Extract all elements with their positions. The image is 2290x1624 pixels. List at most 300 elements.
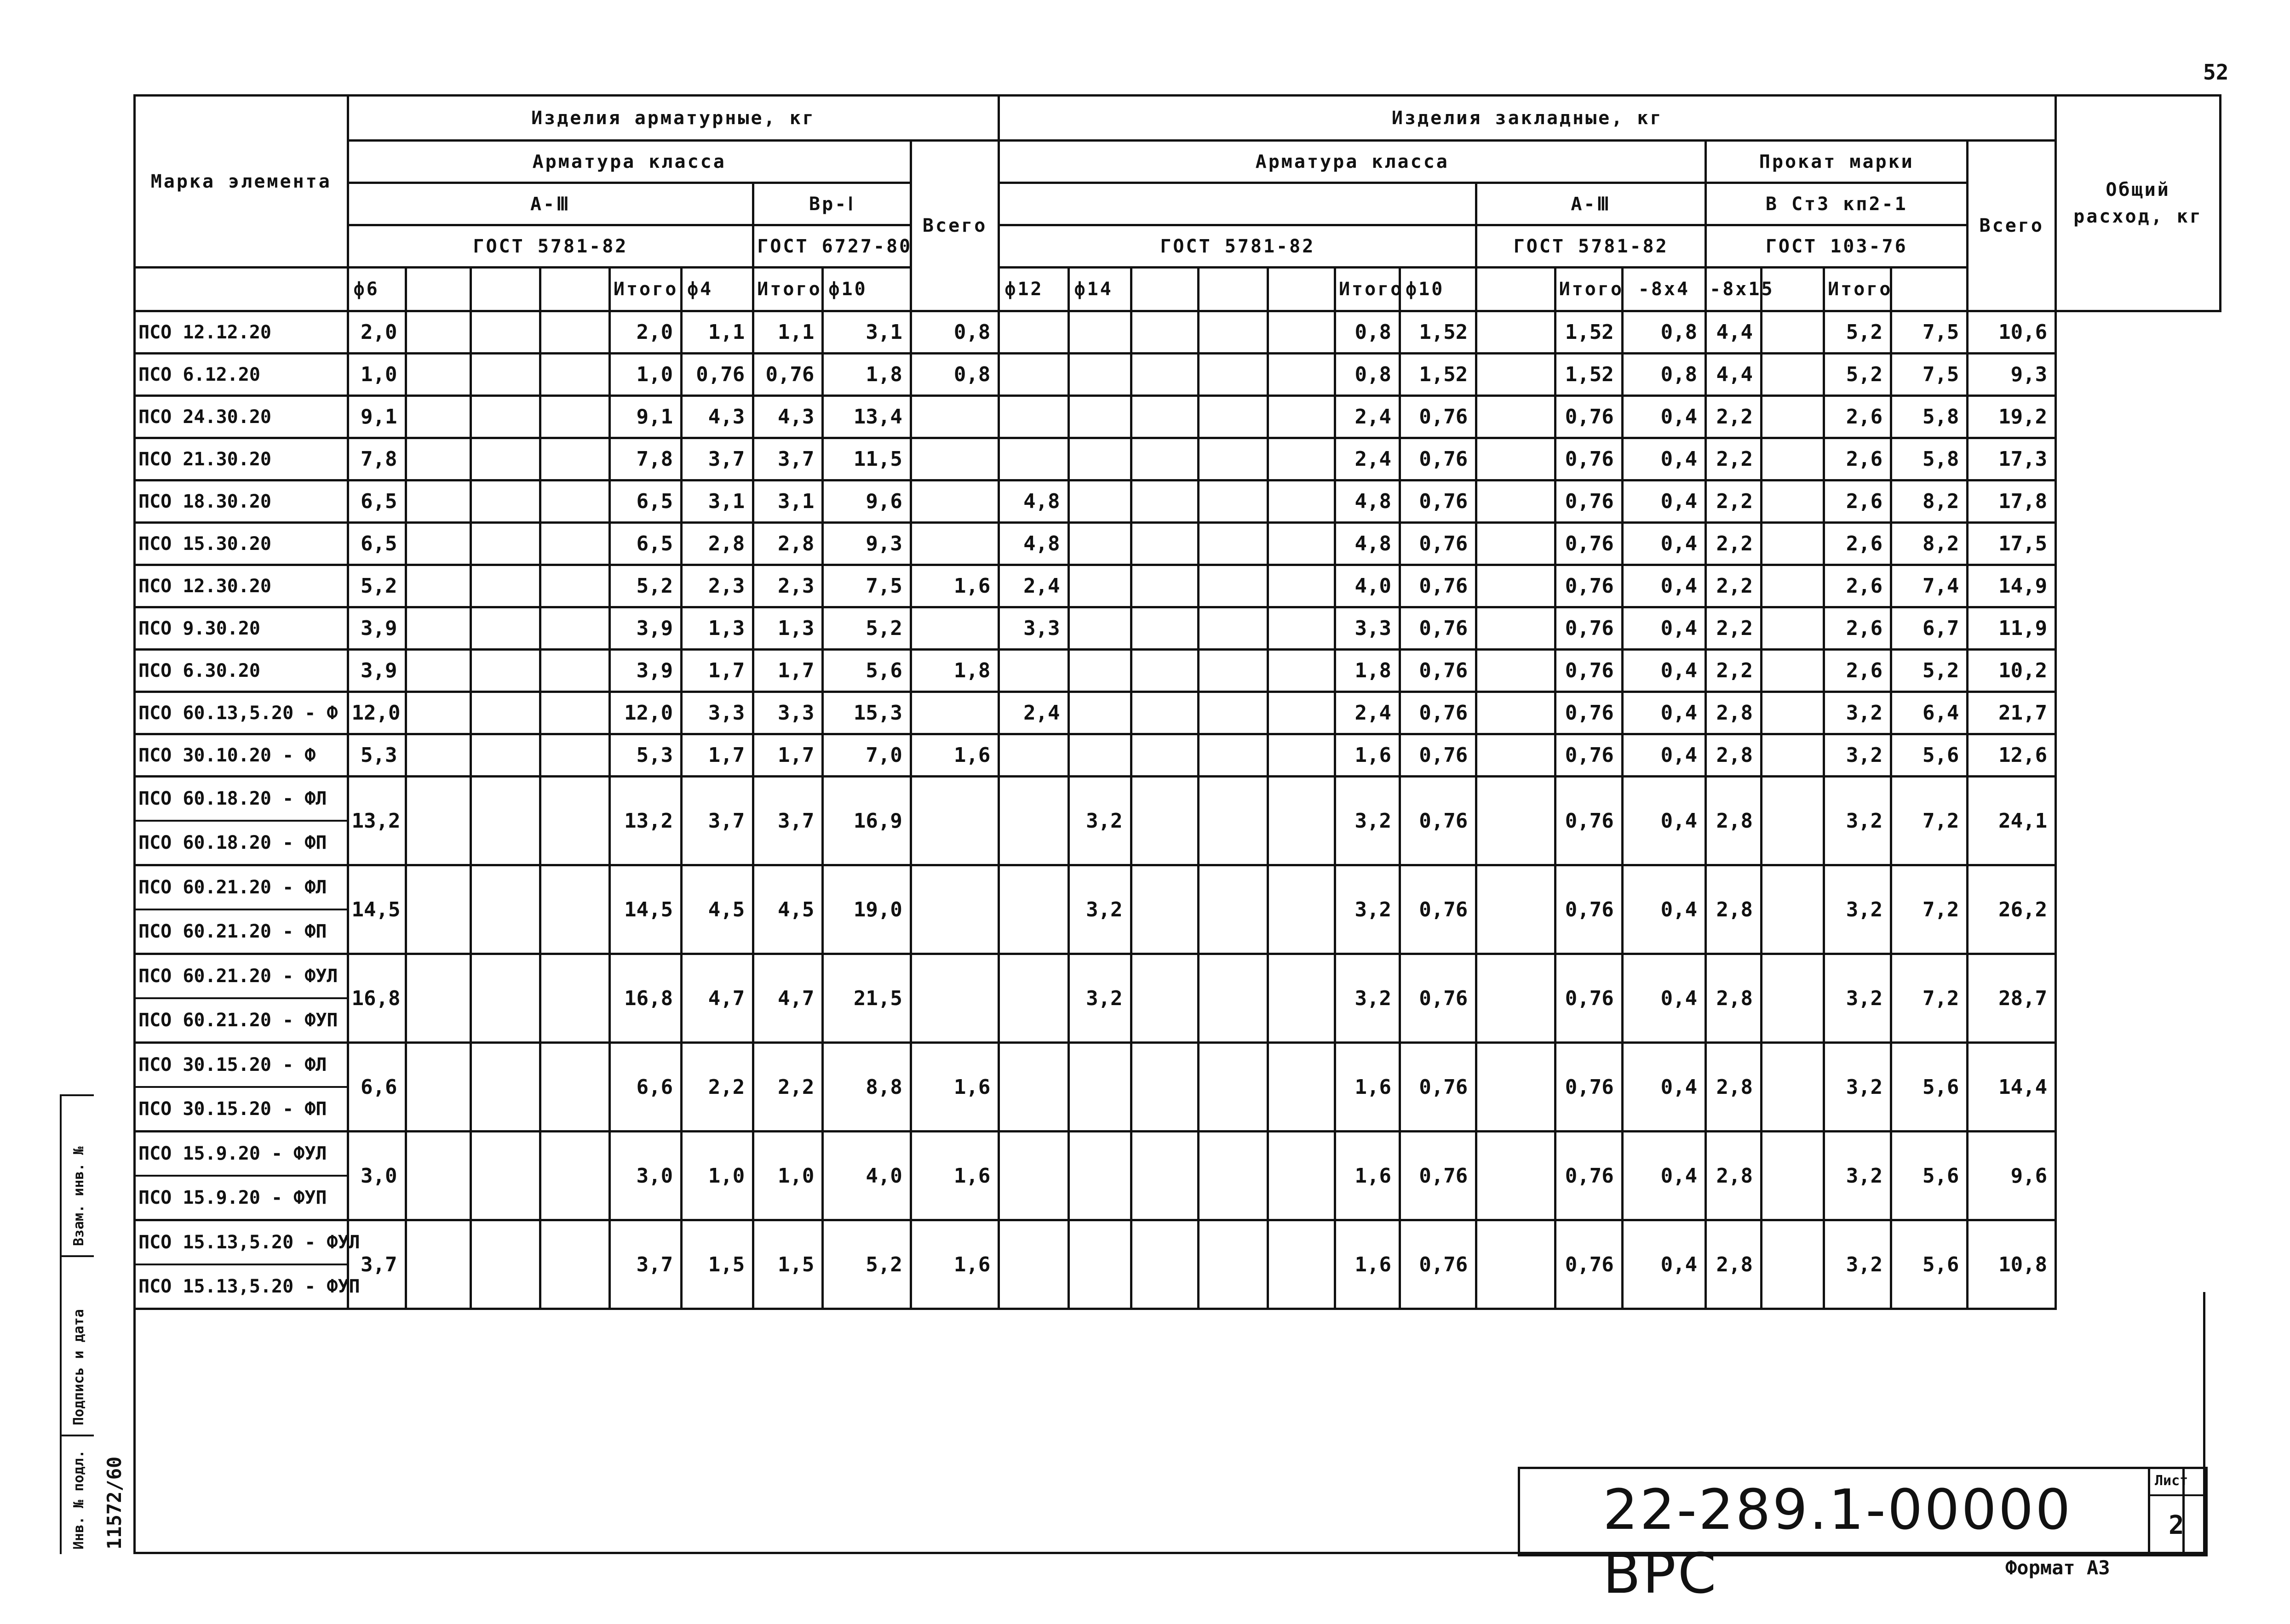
cell-it4: 0,76 (1555, 777, 1622, 865)
element-mark: ПСО 60.13,5.20 - Ф (138, 702, 338, 724)
row-mark (135, 354, 348, 396)
cell-d14 (1068, 311, 1131, 354)
empty-cell (1131, 607, 1198, 650)
header-total-embedded: Всего (1968, 141, 2056, 311)
cell-all: 12,6 (1968, 734, 2056, 777)
cell-d12 (999, 1043, 1068, 1132)
cell-d10: 1,6 (911, 1043, 999, 1132)
empty-cell (1268, 523, 1335, 565)
cell-all: 17,3 (1968, 438, 2056, 480)
empty-cell (1268, 734, 1335, 777)
cell-it1: 3,9 (609, 607, 681, 650)
empty-cell (1762, 777, 1824, 865)
specification-table (133, 94, 2221, 1310)
cell-s1: 0,8 (1622, 311, 1705, 354)
cell-d6: 7,8 (348, 438, 406, 480)
empty-cell (1131, 1132, 1198, 1220)
cell-it2: 1,0 (753, 1132, 823, 1220)
cell-it1: 3,7 (609, 1220, 681, 1309)
cell-tot1: 1,8 (823, 354, 911, 396)
table-row (135, 954, 2221, 1043)
cell-it5: 5,2 (1824, 354, 1891, 396)
header-class-a: А-Ⅲ (348, 183, 753, 225)
table-row (135, 565, 2221, 607)
header-mark-blank (135, 268, 348, 311)
cell-d10 (911, 865, 999, 954)
cell-d12 (999, 1132, 1068, 1220)
element-mark: ПСО 60.18.20 - ФП (138, 832, 327, 853)
empty-cell (1762, 650, 1824, 692)
empty-cell (1762, 1132, 1824, 1220)
cell-it4: 0,76 (1555, 607, 1622, 650)
cell-d6: 1,0 (348, 354, 406, 396)
cell-it3: 3,2 (1335, 865, 1400, 954)
header-empty (1131, 268, 1198, 311)
empty-cell (1198, 1220, 1268, 1309)
cell-it5: 5,2 (1824, 311, 1891, 354)
cell-tot1: 11,5 (823, 438, 911, 480)
cell-s2: 2,8 (1706, 1043, 1762, 1132)
cell-it4: 0,76 (1555, 438, 1622, 480)
empty-cell (471, 311, 540, 354)
empty-cell (1131, 354, 1198, 396)
cell-s2: 2,8 (1706, 734, 1762, 777)
empty-cell (1198, 1132, 1268, 1220)
empty-cell (406, 734, 471, 777)
empty-cell (406, 311, 471, 354)
row-mark (135, 396, 348, 438)
cell-it1: 14,5 (609, 865, 681, 954)
cell-d12 (999, 396, 1068, 438)
empty-cell (1268, 692, 1335, 734)
cell-s1: 0,4 (1622, 565, 1705, 607)
empty-cell (1198, 777, 1268, 865)
cell-it5: 3,2 (1824, 1043, 1891, 1132)
element-mark: ПСО 15.13,5.20 - ФУЛ (136, 1221, 347, 1265)
cell-s2: 2,2 (1706, 438, 1762, 480)
cell-s2: 2,2 (1706, 480, 1762, 523)
header-gost-5781-c: ГОСТ 5781-82 (1476, 225, 1706, 268)
empty-cell (540, 438, 609, 480)
empty-cell (1131, 438, 1198, 480)
empty-cell (1476, 354, 1555, 396)
cell-all: 11,9 (1968, 607, 2056, 650)
cell-s1: 0,4 (1622, 734, 1705, 777)
empty-cell (406, 1220, 471, 1309)
header-empty (1198, 268, 1268, 311)
element-mark: ПСО 60.21.20 - ФЛ (136, 866, 347, 910)
empty-cell (1131, 650, 1198, 692)
empty-cell (1198, 607, 1268, 650)
header-d6: ф6 (348, 268, 406, 311)
row-mark (135, 438, 348, 480)
side-cell (62, 1255, 94, 1257)
empty-cell (1131, 777, 1198, 865)
empty-cell (471, 565, 540, 607)
cell-it3: 4,8 (1335, 480, 1400, 523)
cell-tot1: 15,3 (823, 692, 911, 734)
cell-s2: 2,2 (1706, 607, 1762, 650)
empty-cell (540, 311, 609, 354)
cell-all: 9,3 (1968, 354, 2056, 396)
header-embedded-reinforcement-class: Арматура класса (999, 141, 1706, 183)
empty-cell (471, 734, 540, 777)
cell-it3: 1,6 (1335, 1043, 1400, 1132)
table-row (135, 734, 2221, 777)
element-mark: ПСО 15.30.20 (138, 533, 271, 555)
empty-cell (1476, 438, 1555, 480)
cell-d12 (999, 438, 1068, 480)
element-mark: ПСО 15.9.20 - ФУП (138, 1187, 327, 1208)
cell-d14 (1068, 523, 1131, 565)
cell-d4: 1,7 (682, 650, 753, 692)
empty-cell (1131, 692, 1198, 734)
cell-s1: 0,4 (1622, 650, 1705, 692)
cell-s2: 2,8 (1706, 1220, 1762, 1309)
cell-d14 (1068, 354, 1131, 396)
cell-it3: 1,6 (1335, 1132, 1400, 1220)
empty-cell (1198, 565, 1268, 607)
empty-cell (471, 480, 540, 523)
cell-d10 (911, 438, 999, 480)
header-d12: ф12 (999, 268, 1068, 311)
cell-it5: 2,6 (1824, 650, 1891, 692)
empty-cell (1476, 480, 1555, 523)
table-row (135, 523, 2221, 565)
row-mark (135, 607, 348, 650)
header-empty (471, 268, 540, 311)
element-mark: ПСО 60.21.20 - ФУЛ (136, 955, 347, 999)
cell-s2: 2,2 (1706, 523, 1762, 565)
cell-all: 26,2 (1968, 865, 2056, 954)
cell-d10 (911, 607, 999, 650)
empty-cell (406, 607, 471, 650)
cell-it3: 3,2 (1335, 954, 1400, 1043)
empty-cell (406, 865, 471, 954)
cell-it5: 2,6 (1824, 565, 1891, 607)
document-code: 22-289.1-00000 ВРС (1603, 1478, 2072, 1606)
element-mark: ПСО 60.21.20 - ФУП (138, 1010, 338, 1031)
empty-cell (1198, 865, 1268, 954)
cell-it1: 9,1 (609, 396, 681, 438)
cell-it2: 2,8 (753, 523, 823, 565)
cell-it5: 2,6 (1824, 438, 1891, 480)
cell-all: 14,9 (1968, 565, 2056, 607)
empty-cell (1476, 1132, 1555, 1220)
cell-it3: 1,6 (1335, 1220, 1400, 1309)
cell-d6: 5,2 (348, 565, 406, 607)
cell-d10b: 0,76 (1400, 607, 1476, 650)
empty-cell (540, 865, 609, 954)
table-row (135, 777, 2221, 865)
cell-d14 (1068, 438, 1131, 480)
header-itogo-1: Итого (609, 268, 681, 311)
cell-d6: 16,8 (348, 954, 406, 1043)
empty-cell (471, 607, 540, 650)
row-mark (135, 650, 348, 692)
cell-all: 10,8 (1968, 1220, 2056, 1309)
table-row (135, 354, 2221, 396)
cell-tot2: 7,2 (1891, 865, 1968, 954)
side-stamp-signature: Подпись и дата (71, 1309, 87, 1425)
empty-cell (1198, 650, 1268, 692)
cell-d10: 0,8 (911, 354, 999, 396)
cell-d6: 3,9 (348, 650, 406, 692)
row-mark (135, 692, 348, 734)
cell-d10b: 1,52 (1400, 354, 1476, 396)
header-rolled-steel-grade: В Ст3 кп2-1 (1706, 183, 1968, 225)
cell-tot1: 16,9 (823, 777, 911, 865)
cell-it2: 2,3 (753, 565, 823, 607)
cell-tot1: 4,0 (823, 1132, 911, 1220)
cell-tot1: 5,2 (823, 1220, 911, 1309)
empty-cell (406, 354, 471, 396)
sheet-divider (2150, 1494, 2205, 1496)
cell-tot2: 5,8 (1891, 438, 1968, 480)
header-class-a3: А-Ⅲ (1476, 183, 1706, 225)
empty-cell (1476, 396, 1555, 438)
header-embedded-products: Изделия закладные, кг (999, 96, 2056, 141)
cell-tot2: 7,5 (1891, 354, 1968, 396)
cell-all: 14,4 (1968, 1043, 2056, 1132)
cell-it3: 1,6 (1335, 734, 1400, 777)
empty-cell (1268, 354, 1335, 396)
empty-cell (1476, 1220, 1555, 1309)
element-mark: ПСО 60.21.20 - ФП (138, 921, 327, 942)
empty-cell (1198, 523, 1268, 565)
cell-d10 (911, 523, 999, 565)
header-mark-column: Марка элемента (135, 96, 348, 268)
table-row (135, 438, 2221, 480)
table-row (135, 1043, 2221, 1132)
cell-all: 21,7 (1968, 692, 2056, 734)
element-mark: ПСО 15.13,5.20 - ФУП (138, 1276, 360, 1297)
cell-it4: 0,76 (1555, 1220, 1622, 1309)
cell-it1: 5,2 (609, 565, 681, 607)
cell-d14 (1068, 1043, 1131, 1132)
format-label: Формат А3 (2005, 1556, 2110, 1579)
empty-cell (1762, 692, 1824, 734)
empty-cell (406, 396, 471, 438)
cell-s1: 0,4 (1622, 692, 1705, 734)
cell-d12: 2,4 (999, 565, 1068, 607)
empty-cell (406, 1043, 471, 1132)
cell-it1: 16,8 (609, 954, 681, 1043)
cell-d14: 3,2 (1068, 865, 1131, 954)
cell-tot2: 7,4 (1891, 565, 1968, 607)
empty-cell (1268, 396, 1335, 438)
cell-s1: 0,4 (1622, 607, 1705, 650)
element-mark: ПСО 24.30.20 (138, 406, 271, 428)
empty-cell (1762, 438, 1824, 480)
cell-s1: 0,4 (1622, 480, 1705, 523)
cell-it3: 1,8 (1335, 650, 1400, 692)
cell-d14 (1068, 734, 1131, 777)
empty-cell (471, 650, 540, 692)
table-row (135, 1220, 2221, 1309)
header-d10: ф10 (823, 268, 911, 311)
empty-cell (1131, 480, 1198, 523)
empty-cell (1268, 607, 1335, 650)
empty-cell (471, 1220, 540, 1309)
cell-s1: 0,4 (1622, 1043, 1705, 1132)
cell-it2: 1,1 (753, 311, 823, 354)
cell-d14 (1068, 692, 1131, 734)
cell-it2: 2,2 (753, 1043, 823, 1132)
cell-s1: 0,4 (1622, 777, 1705, 865)
header-itogo-5: Итого (1824, 268, 1891, 311)
cell-d12: 4,8 (999, 523, 1068, 565)
cell-it4: 0,76 (1555, 1043, 1622, 1132)
cell-it4: 0,76 (1555, 565, 1622, 607)
cell-d10: 1,6 (911, 1220, 999, 1309)
cell-it1: 3,0 (609, 1132, 681, 1220)
cell-tot2: 5,6 (1891, 1043, 1968, 1132)
cell-tot2: 5,2 (1891, 650, 1968, 692)
cell-it5: 2,6 (1824, 396, 1891, 438)
empty-cell (540, 1132, 609, 1220)
cell-d10: 1,6 (911, 734, 999, 777)
cell-it1: 13,2 (609, 777, 681, 865)
side-stamp-inventory: Инв. № подл. (71, 1450, 87, 1550)
cell-it1: 5,3 (609, 734, 681, 777)
empty-cell (1762, 523, 1824, 565)
table-row (135, 480, 2221, 523)
cell-it5: 2,6 (1824, 523, 1891, 565)
cell-s1: 0,4 (1622, 523, 1705, 565)
cell-it5: 3,2 (1824, 954, 1891, 1043)
empty-cell (1131, 311, 1198, 354)
header-strip-8x15: -8х15 (1706, 268, 1762, 311)
cell-d12 (999, 354, 1068, 396)
cell-d12: 3,3 (999, 607, 1068, 650)
cell-s2: 2,8 (1706, 777, 1762, 865)
cell-it2: 4,3 (753, 396, 823, 438)
empty-cell (1131, 1220, 1198, 1309)
empty-cell (1476, 650, 1555, 692)
cell-all: 10,2 (1968, 650, 2056, 692)
cell-s2: 2,8 (1706, 865, 1762, 954)
cell-d10b: 0,76 (1400, 777, 1476, 865)
empty-cell (471, 438, 540, 480)
element-mark: ПСО 60.18.20 - ФЛ (136, 778, 347, 822)
table-row (135, 607, 2221, 650)
empty-cell (1762, 1220, 1824, 1309)
cell-d12 (999, 650, 1068, 692)
cell-d10b: 0,76 (1400, 692, 1476, 734)
cell-it4: 0,76 (1555, 954, 1622, 1043)
empty-cell (406, 523, 471, 565)
empty-cell (406, 438, 471, 480)
table-row (135, 311, 2221, 354)
cell-d14 (1068, 396, 1131, 438)
row-mark (135, 954, 348, 1043)
cell-d12: 4,8 (999, 480, 1068, 523)
cell-s2: 4,4 (1706, 311, 1762, 354)
empty-cell (540, 607, 609, 650)
cell-it4: 1,52 (1555, 311, 1622, 354)
cell-d4: 3,7 (682, 438, 753, 480)
empty-cell (540, 734, 609, 777)
cell-it4: 0,76 (1555, 1132, 1622, 1220)
cell-it2: 4,5 (753, 865, 823, 954)
element-mark: ПСО 30.15.20 - ФП (138, 1098, 327, 1120)
cell-it2: 0,76 (753, 354, 823, 396)
empty-cell (1476, 777, 1555, 865)
cell-d12: 2,4 (999, 692, 1068, 734)
empty-cell (1268, 480, 1335, 523)
cell-all: 9,6 (1968, 1132, 2056, 1220)
header-total-reinforcement: Всего (911, 141, 999, 311)
cell-d10b: 0,76 (1400, 396, 1476, 438)
empty-cell (540, 523, 609, 565)
empty-cell (540, 954, 609, 1043)
cell-it2: 3,7 (753, 438, 823, 480)
empty-cell (1198, 1043, 1268, 1132)
cell-tot1: 13,4 (823, 396, 911, 438)
element-mark: ПСО 6.12.20 (138, 364, 260, 385)
cell-d10 (911, 692, 999, 734)
empty-cell (471, 396, 540, 438)
cell-d12 (999, 311, 1068, 354)
cell-tot2: 6,7 (1891, 607, 1968, 650)
cell-d14 (1068, 565, 1131, 607)
empty-cell (1131, 954, 1198, 1043)
cell-d6: 3,0 (348, 1132, 406, 1220)
cell-d14 (1068, 1132, 1131, 1220)
cell-it4: 0,76 (1555, 692, 1622, 734)
cell-d10b: 0,76 (1400, 480, 1476, 523)
empty-cell (540, 480, 609, 523)
empty-cell (1198, 438, 1268, 480)
cell-tot2: 6,4 (1891, 692, 1968, 734)
empty-cell (1476, 311, 1555, 354)
header-empty (540, 268, 609, 311)
cell-s1: 0,4 (1622, 1220, 1705, 1309)
cell-it3: 2,4 (1335, 438, 1400, 480)
cell-d6: 12,0 (348, 692, 406, 734)
cell-s1: 0,4 (1622, 865, 1705, 954)
cell-it3: 4,0 (1335, 565, 1400, 607)
cell-d4: 1,1 (682, 311, 753, 354)
empty-cell (1476, 1043, 1555, 1132)
element-mark: ПСО 21.30.20 (138, 448, 271, 470)
cell-s2: 2,8 (1706, 954, 1762, 1043)
cell-d12 (999, 777, 1068, 865)
cell-d10 (911, 777, 999, 865)
empty-cell (471, 865, 540, 954)
empty-cell (1268, 1043, 1335, 1132)
page-number: 52 (2203, 60, 2229, 85)
cell-it4: 0,76 (1555, 523, 1622, 565)
header-d10-b: ф10 (1400, 268, 1476, 311)
empty-cell (1476, 523, 1555, 565)
cell-d4: 2,8 (682, 523, 753, 565)
cell-d14: 3,2 (1068, 954, 1131, 1043)
cell-it3: 2,4 (1335, 692, 1400, 734)
cell-it5: 3,2 (1824, 692, 1891, 734)
cell-d10 (911, 396, 999, 438)
row-mark (135, 565, 348, 607)
empty-cell (540, 777, 609, 865)
cell-d14 (1068, 607, 1131, 650)
empty-cell (1762, 1043, 1824, 1132)
cell-tot2: 5,6 (1891, 734, 1968, 777)
cell-d14: 3,2 (1068, 777, 1131, 865)
cell-s1: 0,4 (1622, 438, 1705, 480)
empty-cell (1268, 1132, 1335, 1220)
cell-tot1: 19,0 (823, 865, 911, 954)
